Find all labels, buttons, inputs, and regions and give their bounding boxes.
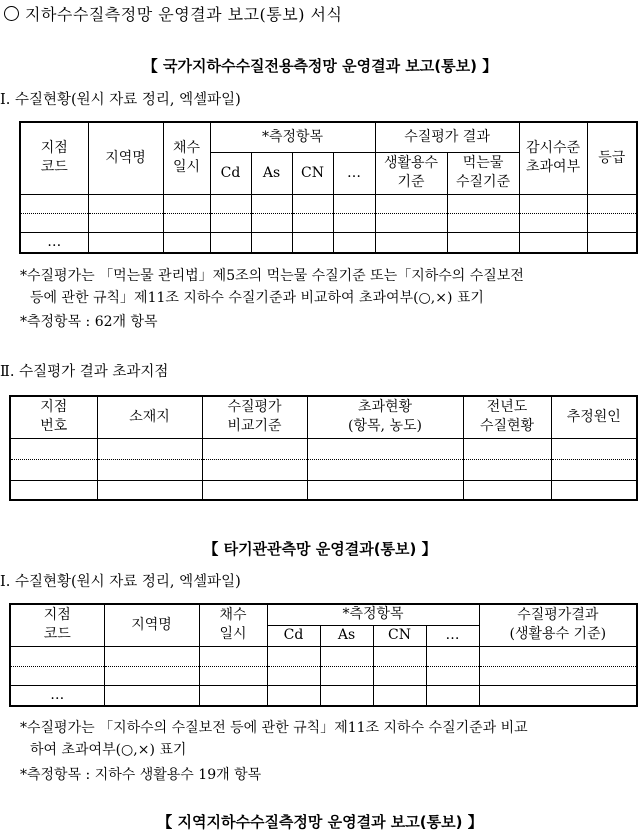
table-water-status-national [19,121,638,254]
col-site-code: 지점 코드 [20,122,88,194]
col-prev-year: 전년도 수질현황 [463,396,551,438]
section1-note1: *수질평가는 「먹는물 관리법」제5조의 먹는물 수질기준 또는「지하수의 수질보전 [20,268,524,284]
section1-item2: Ⅱ. 수질평가 결과 초과지점 [0,364,169,380]
section1-note3: *측정항목 : 62개 항목 [20,314,158,330]
col-exceed: 감시수준 초과여부 [519,122,587,194]
section2-item1: Ⅰ. 수질현황(원시 자료 정리, 엑셀파일) [0,574,241,590]
table-row [20,194,637,213]
table-row [10,480,637,500]
col-estimated-cause: 추정원인 [551,396,637,438]
section1-item1: Ⅰ. 수질현황(원시 자료 정리, 엑셀파일) [0,92,241,108]
col-sampling-date: 채수 일시 [199,604,267,646]
col-grade: 등급 [587,122,637,194]
col-cd: Cd [267,625,320,646]
col-site-number: 지점 번호 [10,396,97,438]
table-water-status-other [9,603,638,707]
table-row [10,438,637,459]
section2-note3: *측정항목 : 지하수 생활용수 19개 항목 [20,767,262,783]
col-cd: Cd [210,152,251,194]
table-row [10,646,637,666]
col-eval-result: 수질평가 결과 [375,122,519,152]
section1-heading: 【 국가지하수수질전용측정망 운영결과 보고(통보) 】 [142,57,498,75]
title-text: 지하수수질측정망 운영결과 보고(통보) 서식 [25,5,343,24]
section2-note2: 하여 초과여부(○,×) 표기 [30,742,187,758]
col-more: … [426,625,479,646]
col-cn: CN [373,625,426,646]
col-measure-items: *측정항목 [267,604,479,625]
section3-heading: 【 지역지하수수질측정망 운영결과 보고(통보) 】 [157,813,483,831]
col-living-water: 생활용수 기준 [375,152,447,194]
section1-note2: 등에 관한 규칙」제11조 지하수 수질기준과 비교하여 초과여부(○,×) 표기 [30,290,484,306]
col-eval-result: 수질평가결과 (생활용수 기준) [479,604,637,646]
table-row [10,459,637,480]
document-title [4,2,342,25]
circle-bullet-icon [4,6,19,21]
col-exceed-status: 초과현황 (항목, 농도) [307,396,463,438]
col-site-code: 지점 코드 [10,604,104,646]
table-row [10,666,637,685]
col-sampling-date: 채수 일시 [163,122,210,194]
col-eval-standard: 수질평가 비교기준 [202,396,307,438]
col-drinking-water: 먹는물 수질기준 [447,152,519,194]
section2-note1: *수질평가는 「지하수의 수질보전 등에 관한 규칙」제11조 지하수 수질기준과 비교 [20,720,528,736]
col-measure-items: *측정항목 [210,122,375,152]
section2-heading: 【 타기관관측망 운영결과(통보) 】 [203,540,437,558]
table-row: … [10,685,637,706]
table-row [20,213,637,232]
col-as: As [320,625,373,646]
table-row: … [20,232,637,253]
col-cn: CN [292,152,333,194]
table-exceed-sites [9,395,638,501]
col-region: 지역명 [104,604,199,646]
col-region: 지역명 [88,122,163,194]
col-more: … [333,152,375,194]
col-location: 소재지 [97,396,202,438]
col-as: As [251,152,292,194]
